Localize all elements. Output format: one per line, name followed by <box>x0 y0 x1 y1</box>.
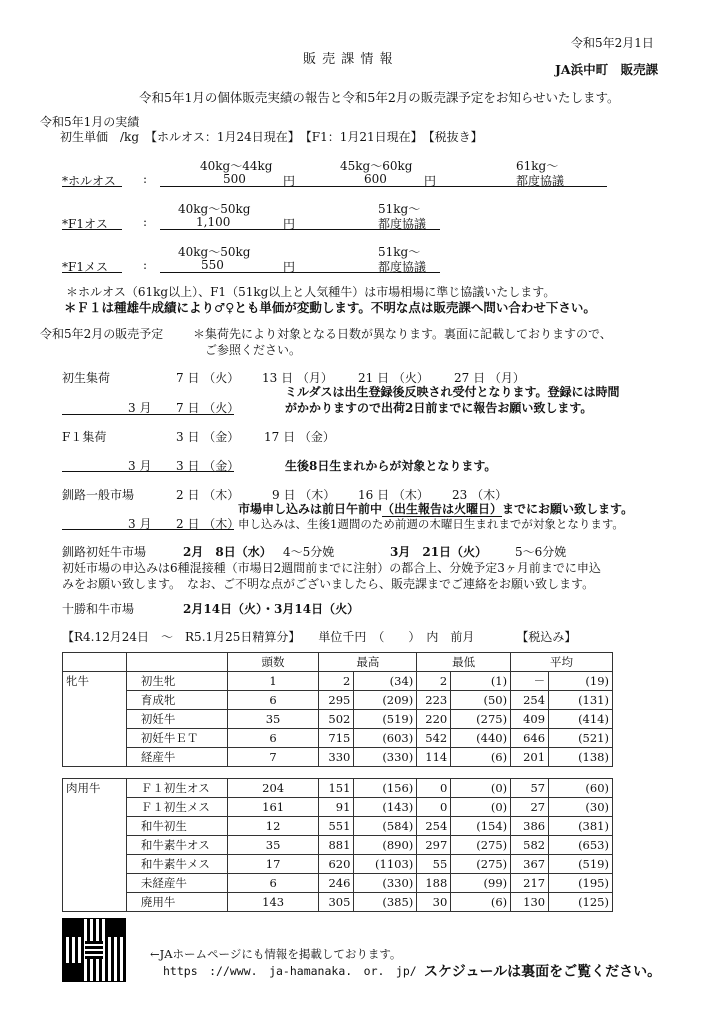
ninpu-date-1: 2月 8日（水） <box>183 545 272 559</box>
min-prev-cell: (99) <box>451 874 511 893</box>
group-label <box>63 798 127 817</box>
header-max: 最高 <box>319 653 417 672</box>
avg-prev-cell: (125) <box>549 893 613 912</box>
avg-cell: 254 <box>511 691 549 710</box>
count-cell: 6 <box>227 691 319 710</box>
count-cell: 161 <box>227 798 319 817</box>
f1m-yen-1: 円 <box>283 217 296 231</box>
group-label <box>63 874 127 893</box>
avg-cell: 409 <box>511 710 549 729</box>
f1f-label: *F1メス <box>62 260 108 274</box>
min-cell: 542 <box>417 729 451 748</box>
group-label <box>63 836 127 855</box>
hol-yen-2: 円 <box>424 174 437 188</box>
ninpu-label: 釧路初妊牛市場 <box>62 545 147 559</box>
max-cell: 246 <box>319 874 354 893</box>
f1f-range-1: 40kg～50kg <box>178 245 251 259</box>
count-cell: 12 <box>227 817 319 836</box>
avg-prev-cell: (521) <box>549 729 613 748</box>
count-cell: 7 <box>227 748 319 767</box>
count-cell: 35 <box>227 710 319 729</box>
shoshu-label: 初生集荷 <box>62 371 111 385</box>
results-table-female <box>62 652 613 767</box>
f1f-range-2: 51kg～ <box>378 245 421 259</box>
table-row <box>63 710 613 729</box>
f1-label: F１集荷 <box>62 430 107 444</box>
schedule-note-a: ＊集荷先により対象となる日数が異なります。裏面に記載しておりますので、 <box>193 327 612 341</box>
max-cell: 91 <box>319 798 354 817</box>
min-cell: 254 <box>417 817 451 836</box>
max-cell: 881 <box>319 836 354 855</box>
shoshu-march-date: 7 日 （火） <box>176 401 240 415</box>
count-cell: 6 <box>227 874 319 893</box>
unit-price-line: 初生単価 /kg 【ホルオス：1月24日現在】 【F1：1月21日現在】 【税抜き】 <box>60 130 483 144</box>
max-prev-cell: (34) <box>354 672 417 691</box>
max-cell: 305 <box>319 893 354 912</box>
kushiro-date-3: 16 日 （木） <box>358 488 429 502</box>
group-label <box>63 691 127 710</box>
min-prev-cell: (154) <box>451 817 511 836</box>
row-label: 初生牝 <box>126 672 227 691</box>
results-table-beef <box>62 778 613 912</box>
min-prev-cell: (275) <box>451 836 511 855</box>
f1f-price-1: 550 <box>201 258 224 272</box>
max-prev-cell: (519) <box>354 710 417 729</box>
f1-march-date: 3 日 （金） <box>176 459 240 473</box>
group-label: 牝牛 <box>63 672 127 691</box>
max-prev-cell: (385) <box>354 893 417 912</box>
kushiro-date-2: 9 日 （木） <box>272 488 336 502</box>
hol-price-2: 600 <box>364 172 387 186</box>
min-cell: 223 <box>417 691 451 710</box>
table-row <box>63 893 613 912</box>
row-label: Ｆ１初生オス <box>126 779 227 798</box>
f1f-yen-1: 円 <box>283 260 296 274</box>
avg-cell: 367 <box>511 855 549 874</box>
f1-date-2: 17 日 （金） <box>264 430 335 444</box>
count-cell: 1 <box>227 672 319 691</box>
ninpu-text-2: みをお願い致します。 なお、ご不明な点がございましたら、販売課までご連絡をお願い致します。 <box>62 577 595 591</box>
min-prev-cell: (275) <box>451 855 511 874</box>
shoshu-march: 3 月 <box>128 401 152 415</box>
avg-cell: 201 <box>511 748 549 767</box>
avg-prev-cell: (381) <box>549 817 613 836</box>
back-page-note: スケジュールは裏面をご覧ください。 <box>424 964 662 980</box>
hol-label: *ホルオス <box>62 174 116 188</box>
row-label: 和牛初生 <box>126 817 227 836</box>
min-cell: 297 <box>417 836 451 855</box>
shoshu-date-3: 21 日 （火） <box>358 371 429 385</box>
avg-prev-cell: (131) <box>549 691 613 710</box>
table-row <box>63 836 613 855</box>
f1f-colon: : <box>143 258 148 272</box>
max-prev-cell: (156) <box>354 779 417 798</box>
max-cell: 295 <box>319 691 354 710</box>
avg-cell: 386 <box>511 817 549 836</box>
f1m-colon: : <box>143 215 148 229</box>
shoshu-note-1: ミルダスは出生登録後反映され受付となります。登録には時間 <box>285 385 620 399</box>
issue-date: 令和5年2月1日 <box>571 36 654 50</box>
min-prev-cell: (50) <box>451 691 511 710</box>
row-label: 未経産牛 <box>126 874 227 893</box>
f1m-price-1: 1,100 <box>196 215 231 229</box>
shoshu-date-1: 7 日 （火） <box>176 371 240 385</box>
min-cell: 114 <box>417 748 451 767</box>
min-prev-cell: (275) <box>451 710 511 729</box>
kushiro-march: 3 月 <box>128 517 152 531</box>
table-caption: 【R4.12月24日 ～ R5.1月25日精算分】 単位千円 （ ） 内 前月 【税込み】 <box>62 630 577 644</box>
count-cell: 143 <box>227 893 319 912</box>
hol-range-2: 45kg～60kg <box>340 159 413 173</box>
min-cell: 30 <box>417 893 451 912</box>
table-row <box>63 729 613 748</box>
max-cell: 551 <box>319 817 354 836</box>
group-label <box>63 710 127 729</box>
tokachi-dates: 2月14日（火）・3月14日（火） <box>183 602 360 616</box>
shoshu-note-2: がかかりますので出荷2日前までに報告お願い致します。 <box>285 401 593 415</box>
group-label <box>63 748 127 767</box>
count-cell: 6 <box>227 729 319 748</box>
ninpu-text-1: 初妊市場の申込みは6種混接種（市場日2週間前までに注射）の都合上、分娩予定3ヶ月前までに申込 <box>62 561 601 575</box>
min-prev-cell: (6) <box>451 748 511 767</box>
min-prev-cell: (0) <box>451 779 511 798</box>
avg-cell: 646 <box>511 729 549 748</box>
min-cell: 0 <box>417 798 451 817</box>
qr-code[interactable] <box>62 918 126 982</box>
max-prev-cell: (209) <box>354 691 417 710</box>
count-cell: 204 <box>227 779 319 798</box>
row-label: 和牛素牛メス <box>126 855 227 874</box>
avg-prev-cell: (30) <box>549 798 613 817</box>
avg-prev-cell: (19) <box>549 672 613 691</box>
f1-note: 生後8日生まれからが対象となります。 <box>285 459 497 473</box>
table-row <box>63 874 613 893</box>
avg-prev-cell: (195) <box>549 874 613 893</box>
row-label: 初妊牛ＥＴ <box>126 729 227 748</box>
avg-cell: － <box>511 672 549 691</box>
header-count: 頭数 <box>227 653 319 672</box>
avg-prev-cell: (653) <box>549 836 613 855</box>
max-prev-cell: (143) <box>354 798 417 817</box>
page-title: 販 売 課 情 報 <box>303 52 394 67</box>
price-note-2: ＊Ｆ１は種雄牛成績により♂♀とも単価が変動します。不明な点は販売課へ問い合わせ下さい。 <box>64 300 596 315</box>
row-label: 経産牛 <box>126 748 227 767</box>
group-label <box>63 817 127 836</box>
avg-cell: 27 <box>511 798 549 817</box>
min-prev-cell: (440) <box>451 729 511 748</box>
max-cell: 330 <box>319 748 354 767</box>
price-note-1: ＊ホルオス（61kg以上）、F1（51kg以上と人気種牛）は市場相場に準じ協議いたします。 <box>66 285 556 299</box>
table-header-row <box>63 653 613 672</box>
min-cell: 220 <box>417 710 451 729</box>
max-prev-cell: (584) <box>354 817 417 836</box>
homepage-url[interactable]: https ://www. ja-hamanaka. or. jp/ <box>163 964 417 978</box>
table-row <box>63 748 613 767</box>
hol-price-1: 500 <box>223 172 246 186</box>
max-prev-cell: (1103) <box>354 855 417 874</box>
row-label: 廃用牛 <box>126 893 227 912</box>
group-label <box>63 729 127 748</box>
ninpu-date-2: 3月 21日（火） <box>390 545 488 559</box>
avg-prev-cell: (60) <box>549 779 613 798</box>
kushiro-march-date: 2 日 （木） <box>176 517 240 531</box>
avg-cell: 582 <box>511 836 549 855</box>
max-prev-cell: (603) <box>354 729 417 748</box>
avg-prev-cell: (138) <box>549 748 613 767</box>
ninpu-note-2: 5～6分娩 <box>515 545 567 559</box>
max-cell: 2 <box>319 672 354 691</box>
ninpu-note-1: 4～5分娩 <box>283 545 335 559</box>
max-prev-cell: (330) <box>354 874 417 893</box>
shoshu-date-4: 27 日 （月） <box>454 371 525 385</box>
results-heading: 令和5年1月の実績 <box>40 115 140 129</box>
min-prev-cell: (0) <box>451 798 511 817</box>
count-cell: 35 <box>227 836 319 855</box>
f1m-range-2: 51kg～ <box>378 202 421 216</box>
f1m-price-2: 都度協議 <box>378 217 427 231</box>
kushiro-date-1: 2 日 （木） <box>176 488 240 502</box>
group-label <box>63 893 127 912</box>
max-cell: 620 <box>319 855 354 874</box>
row-label: 育成牝 <box>126 691 227 710</box>
schedule-heading: 令和5年2月の販売予定 <box>40 327 164 341</box>
table-row <box>63 779 613 798</box>
homepage-note: ←JAホームページにも情報を掲載しております。 <box>150 947 402 961</box>
f1m-label: *F1オス <box>62 217 108 231</box>
max-cell: 715 <box>319 729 354 748</box>
max-cell: 502 <box>319 710 354 729</box>
kushiro-date-4: 23 （木） <box>452 488 508 502</box>
organization: JA浜中町 販売課 <box>555 62 659 77</box>
max-cell: 151 <box>319 779 354 798</box>
row-label: 初妊牛 <box>126 710 227 729</box>
f1-march: 3 月 <box>128 459 152 473</box>
min-prev-cell: (6) <box>451 893 511 912</box>
hol-range-3: 61kg～ <box>516 159 559 173</box>
avg-prev-cell: (519) <box>549 855 613 874</box>
table-row <box>63 672 613 691</box>
hol-yen-1: 円 <box>283 174 296 188</box>
f1-date-1: 3 日 （金） <box>176 430 240 444</box>
min-cell: 2 <box>417 672 451 691</box>
header-avg: 平均 <box>511 653 613 672</box>
avg-cell: 57 <box>511 779 549 798</box>
group-label <box>63 855 127 874</box>
header-min: 最低 <box>417 653 511 672</box>
kushiro-label: 釧路一般市場 <box>62 488 135 502</box>
kushiro-note-1: 市場申し込みは前日午前中（出生報告は火曜日）までにお願い致します。 <box>238 502 634 516</box>
shoshu-date-2: 13 日 （月） <box>262 371 333 385</box>
f1f-price-2: 都度協議 <box>378 260 427 274</box>
intro-text: 令和5年1月の個体販売実績の報告と令和5年2月の販売課予定をお知らせいたします。 <box>139 90 620 105</box>
table-row <box>63 855 613 874</box>
table-row <box>63 798 613 817</box>
table-row <box>63 691 613 710</box>
max-prev-cell: (330) <box>354 748 417 767</box>
schedule-note-b: ご参照ください。 <box>205 343 302 357</box>
avg-cell: 130 <box>511 893 549 912</box>
min-cell: 0 <box>417 779 451 798</box>
hol-colon: : <box>143 172 148 186</box>
avg-prev-cell: (414) <box>549 710 613 729</box>
group-label: 肉用牛 <box>63 779 127 798</box>
avg-cell: 217 <box>511 874 549 893</box>
max-prev-cell: (890) <box>354 836 417 855</box>
hol-price-3: 都度協議 <box>516 174 565 188</box>
min-cell: 55 <box>417 855 451 874</box>
hol-range-1: 40kg～44kg <box>200 159 273 173</box>
row-label: 和牛素牛オス <box>126 836 227 855</box>
count-cell: 17 <box>227 855 319 874</box>
min-prev-cell: (1) <box>451 672 511 691</box>
f1m-range-1: 40kg～50kg <box>178 202 251 216</box>
table-row <box>63 817 613 836</box>
kushiro-note-2: 申し込みは、生後1週間のため前週の木曜日生まれまでが対象となります。 <box>238 517 624 531</box>
row-label: Ｆ１初生メス <box>126 798 227 817</box>
min-cell: 188 <box>417 874 451 893</box>
tokachi-label: 十勝和牛市場 <box>62 602 135 616</box>
